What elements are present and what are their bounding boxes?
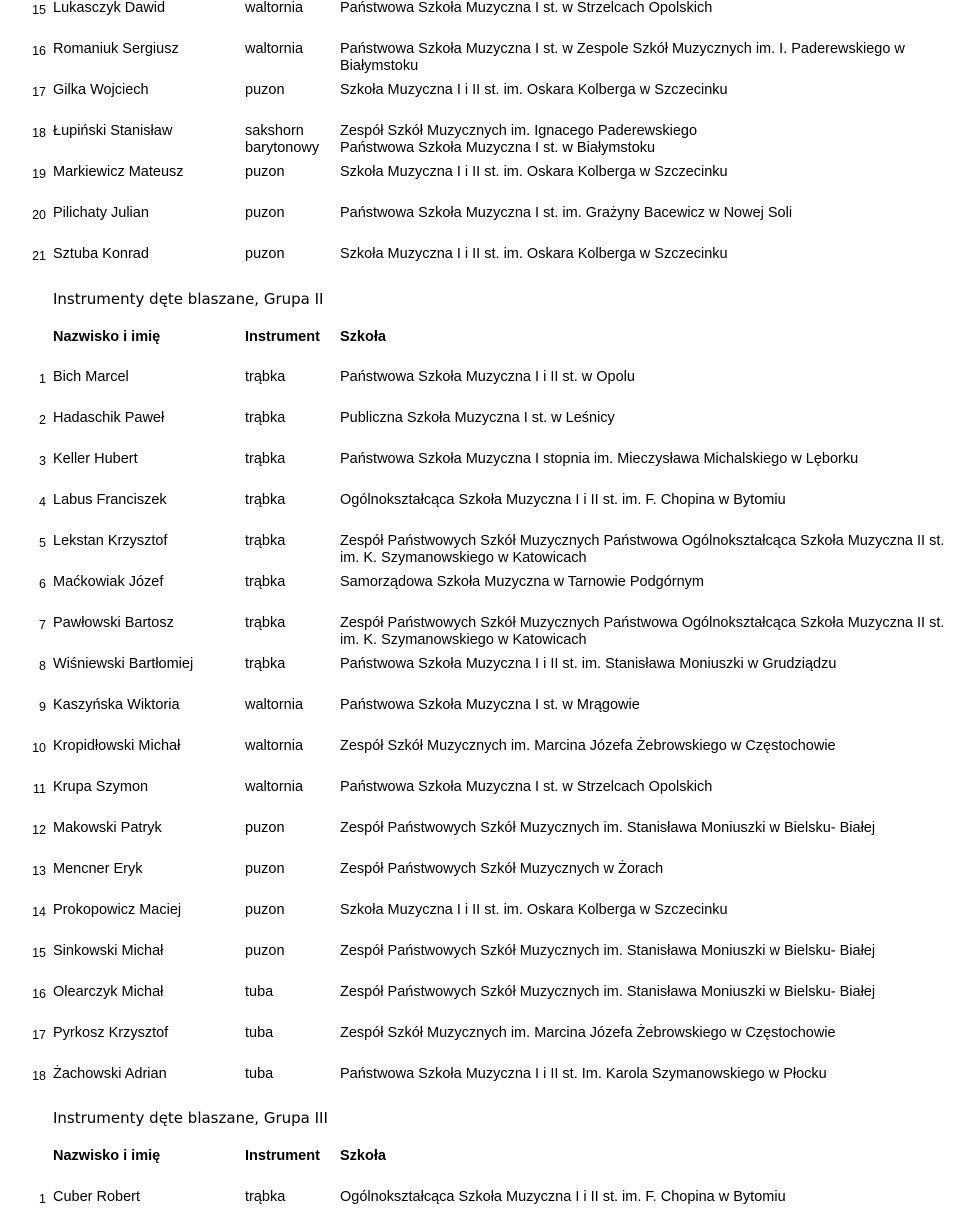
participant-name: Pyrkosz Krzysztof [53, 1025, 169, 1041]
participant-name: Lekstan Krzysztof [53, 533, 168, 549]
row-number: 11 [33, 782, 46, 796]
row-number: 17 [32, 85, 46, 99]
row-number: 15 [32, 3, 46, 17]
row-number: 3 [39, 454, 46, 468]
instrument: puzon [245, 820, 285, 836]
row-number: 17 [32, 1028, 46, 1042]
section-title-group-ii: Instrumenty dęte blaszane, Grupa II [53, 290, 324, 308]
instrument: puzon [245, 861, 285, 877]
participant-name: Keller Hubert [53, 451, 138, 467]
school: Zespół Szkół Muzycznych im. Marcina Józefa Żebrowskiego w Częstochowie [340, 738, 836, 754]
participant-name: Labus Franciszek [53, 492, 167, 508]
school: Zespół Państwowych Szkół Muzycznych Państwowa Ogólnokształcąca Szkoła Muzyczna II st. im. K. Szymanowskiego w Katowicach [340, 533, 945, 566]
participant-name: Sinkowski Michał [53, 943, 164, 959]
header-school: Szkoła [340, 1148, 386, 1164]
instrument: trąbka [245, 492, 286, 508]
instrument: trąbka [245, 410, 286, 426]
school: Zespół Państwowych Szkół Muzycznych w Żorach [340, 861, 664, 877]
participant-name: Hadaschik Paweł [53, 410, 165, 426]
participant-name: Pawłowski Bartosz [53, 615, 174, 631]
row-number: 16 [32, 44, 46, 58]
instrument: trąbka [245, 369, 286, 385]
school: Państwowa Szkoła Muzyczna I st. im. Grażyny Bacewicz w Nowej Soli [340, 205, 793, 221]
row-number: 1 [39, 1192, 46, 1206]
instrument: waltornia [245, 779, 304, 795]
school: Państwowa Szkoła Muzyczna I i II st. im. Stanisława Moniuszki w Grudziądzu [340, 656, 837, 672]
instrument: puzon [245, 82, 285, 98]
instrument: tuba [245, 1025, 274, 1041]
participant-name: Wiśniewski Bartłomiej [53, 656, 194, 672]
instrument: trąbka [245, 451, 286, 467]
instrument: trąbka [245, 1189, 286, 1205]
row-number: 5 [39, 536, 46, 550]
participant-name: Kaszyńska Wiktoria [53, 697, 180, 713]
school: Zespół Szkół Muzycznych im. Marcina Józefa Żebrowskiego w Częstochowie [340, 1025, 836, 1041]
participant-name: Romaniuk Sergiusz [53, 41, 179, 57]
row-number: 19 [32, 167, 46, 181]
participant-name: Makowski Patryk [53, 820, 162, 836]
instrument: trąbka [245, 656, 286, 672]
instrument: trąbka [245, 574, 286, 590]
row-number: 13 [32, 864, 46, 878]
participant-name: Markiewicz Mateusz [53, 164, 184, 180]
row-number: 2 [39, 413, 46, 427]
instrument: puzon [245, 164, 285, 180]
school: Publiczna Szkoła Muzyczna I st. w Leśnicy [340, 410, 615, 426]
school: Państwowa Szkoła Muzyczna I i II st. Im. Karola Szymanowskiego w Płocku [340, 1066, 827, 1082]
row-number: 12 [32, 823, 46, 837]
participant-name: Krupa Szymon [53, 779, 149, 795]
school: Szkoła Muzyczna I i II st. im. Oskara Kolberga w Szczecinku [340, 82, 728, 98]
row-number: 18 [32, 1069, 46, 1083]
row-number: 21 [32, 249, 46, 263]
header-instrument: Instrument [245, 329, 320, 345]
row-number: 9 [39, 700, 46, 714]
instrument: puzon [245, 943, 285, 959]
participant-name: Olearczyk Michał [53, 984, 164, 1000]
row-number: 15 [32, 946, 46, 960]
school: Państwowa Szkoła Muzyczna I st. w Zespole Szkół Muzycznych im. I. Paderewskiego w Białymstoku [340, 41, 905, 74]
participant-name: Mencner Eryk [53, 861, 143, 877]
section-title-group-iii: Instrumenty dęte blaszane, Grupa III [53, 1109, 328, 1127]
school: Szkoła Muzyczna I i II st. im. Oskara Kolberga w Szczecinku [340, 246, 728, 262]
school: Zespół Państwowych Szkół Muzycznych im. Stanisława Moniuszki w Bielsku- Białej [340, 820, 876, 836]
instrument: puzon [245, 902, 285, 918]
instrument: trąbka [245, 615, 286, 631]
header-school: Szkoła [340, 329, 386, 345]
instrument: waltornia [245, 0, 304, 16]
school: Państwowa Szkoła Muzyczna I st. w Strzelcach Opolskich [340, 0, 713, 16]
participant-name: Lukasczyk Dawid [53, 0, 166, 16]
school: Zespół Państwowych Szkół Muzycznych im. Stanisława Moniuszki w Bielsku- Białej [340, 984, 876, 1000]
school: Samorządowa Szkoła Muzyczna w Tarnowie Podgórnym [340, 574, 705, 590]
instrument: tuba [245, 1066, 274, 1082]
header-instrument: Instrument [245, 1148, 320, 1164]
instrument: sakshorn barytonowy [245, 123, 320, 156]
participant-name: Łupiński Stanisław [53, 123, 173, 139]
instrument: waltornia [245, 738, 304, 754]
participant-name: Żachowski Adrian [53, 1066, 167, 1082]
school: Państwowa Szkoła Muzyczna I st. w Mrągowie [340, 697, 640, 713]
row-number: 20 [32, 208, 46, 222]
school: Szkoła Muzyczna I i II st. im. Oskara Kolberga w Szczecinku [340, 164, 728, 180]
instrument: puzon [245, 246, 285, 262]
participant-name: Gilka Wojciech [53, 82, 149, 98]
school: Szkoła Muzyczna I i II st. im. Oskara Kolberga w Szczecinku [340, 902, 728, 918]
school: Państwowa Szkoła Muzyczna I stopnia im. Mieczysława Michalskiego w Lęborku [340, 451, 859, 467]
school: Zespół Szkół Muzycznych im. Ignacego Paderewskiego Państwowa Szkoła Muzyczna I st. w Białymstoku [340, 123, 698, 156]
participant-name: Pilichaty Julian [53, 205, 149, 221]
participant-name: Maćkowiak Józef [53, 574, 164, 590]
row-number: 6 [39, 577, 46, 591]
instrument: waltornia [245, 697, 304, 713]
school: Zespół Państwowych Szkół Muzycznych Państwowa Ogólnokształcąca Szkoła Muzyczna II st. im. K. Szymanowskiego w Katowicach [340, 615, 945, 648]
row-number: 1 [39, 372, 46, 386]
school: Ogólnokształcąca Szkoła Muzyczna I i II st. im. F. Chopina w Bytomiu [340, 492, 786, 508]
instrument: puzon [245, 205, 285, 221]
participant-name: Prokopowicz Maciej [53, 902, 182, 918]
participant-name: Sztuba Konrad [53, 246, 149, 262]
participant-name: Kropidłowski Michał [53, 738, 181, 754]
row-number: 18 [32, 126, 46, 140]
instrument: tuba [245, 984, 274, 1000]
school: Ogólnokształcąca Szkoła Muzyczna I i II st. im. F. Chopina w Bytomiu [340, 1189, 786, 1205]
header-name: Nazwisko i imię [53, 1148, 161, 1164]
row-number: 8 [39, 659, 46, 673]
row-number: 7 [39, 618, 46, 632]
participant-name: Bich Marcel [53, 369, 129, 385]
participant-name: Cuber Robert [53, 1189, 141, 1205]
school: Państwowa Szkoła Muzyczna I st. w Strzelcach Opolskich [340, 779, 713, 795]
row-number: 4 [39, 495, 46, 509]
row-number: 16 [32, 987, 46, 1001]
row-number: 14 [32, 905, 46, 919]
row-number: 10 [32, 741, 46, 755]
instrument: waltornia [245, 41, 304, 57]
instrument: trąbka [245, 533, 286, 549]
school: Zespół Państwowych Szkół Muzycznych im. Stanisława Moniuszki w Bielsku- Białej [340, 943, 876, 959]
header-name: Nazwisko i imię [53, 329, 161, 345]
school: Państwowa Szkoła Muzyczna I i II st. w Opolu [340, 369, 635, 385]
